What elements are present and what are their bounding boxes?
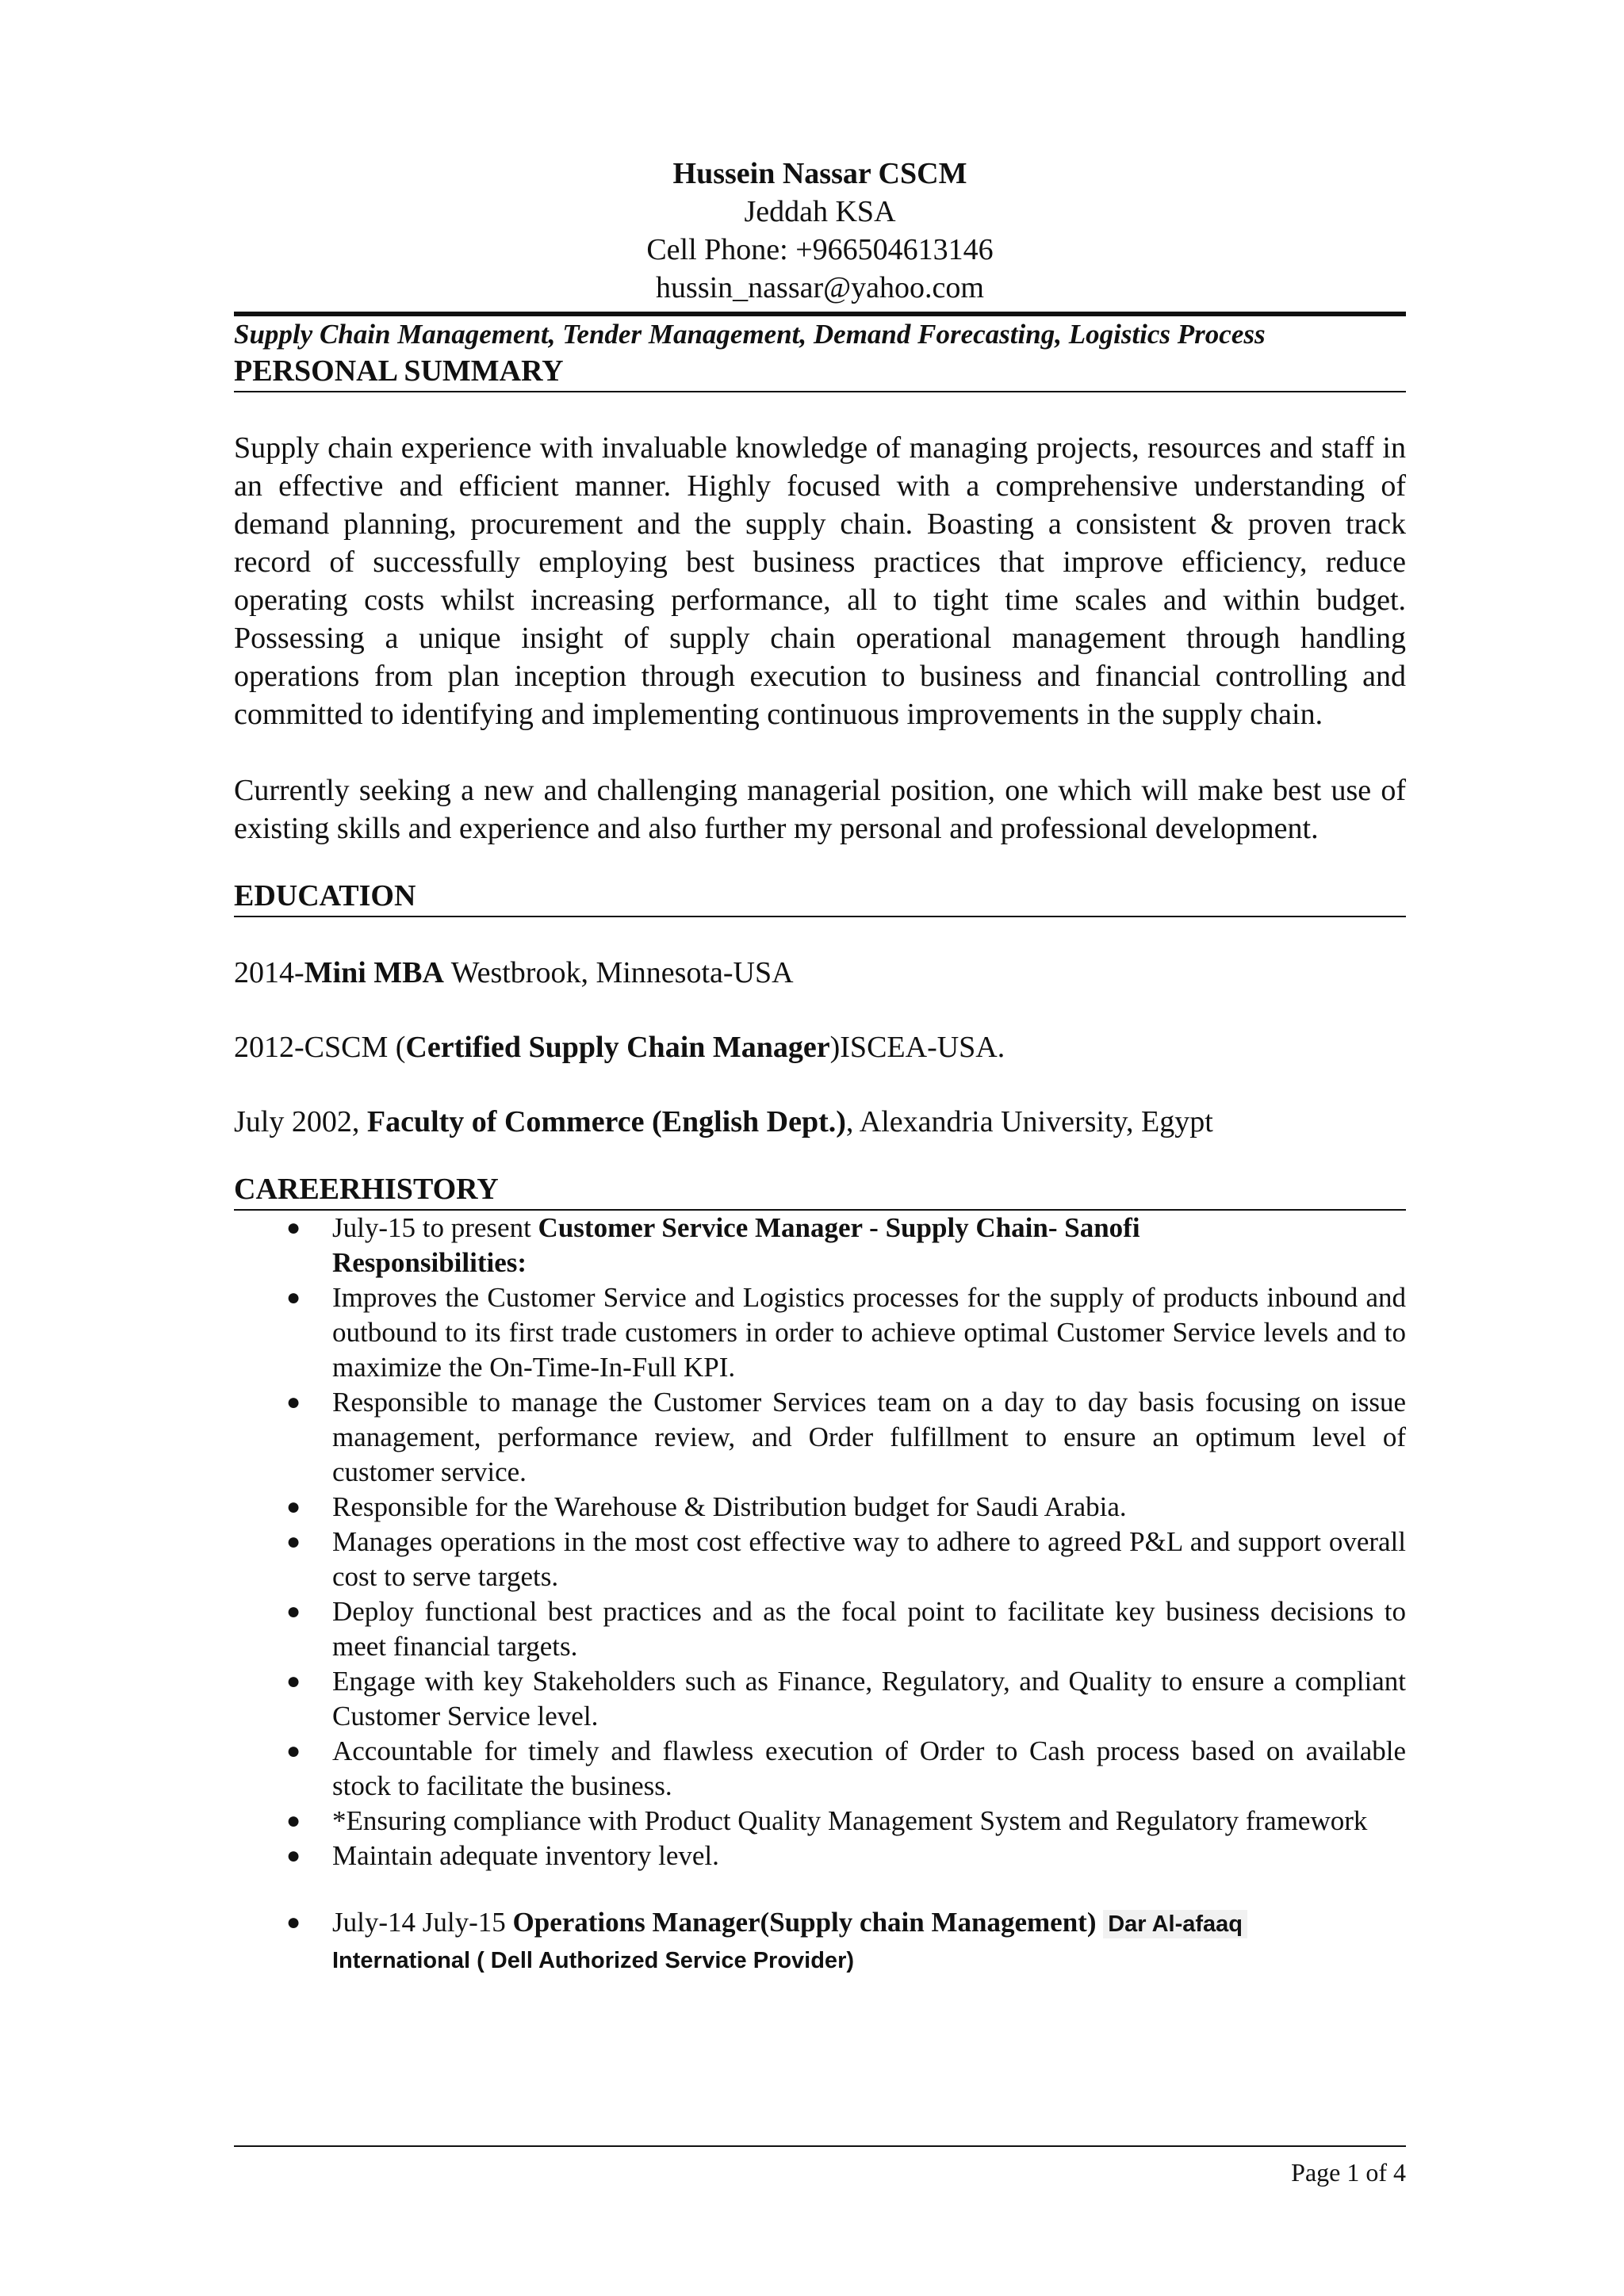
bullet-icon: ● xyxy=(286,1668,301,1694)
section-heading-career: CAREERHISTORY xyxy=(234,1171,1406,1211)
education-item: July 2002, Faculty of Commerce (English Dept.), Alexandria University, Egypt xyxy=(234,1105,1213,1138)
bullet-icon: ● xyxy=(286,1598,301,1624)
bullet-icon: ● xyxy=(286,1284,301,1311)
list-item: ● Responsible for the Warehouse & Distribution budget for Saudi Arabia. xyxy=(234,1490,1406,1525)
job-2-company: Dar Al-afaaq xyxy=(1103,1910,1247,1938)
bullet-icon: ● xyxy=(286,1738,301,1764)
section-heading-education: EDUCATION xyxy=(234,878,1406,917)
bullet-icon: ● xyxy=(286,1843,301,1869)
list-item: ● Improves the Customer Service and Logistics processes for the supply of products inbound and outbound to its first trade customers in order to achieve optimal Customer Service levels and to maximize the On-Time-In-Full KPI. xyxy=(286,1282,1406,1383)
section-heading-summary: PERSONAL SUMMARY xyxy=(234,353,1406,392)
page-number: Page 1 of 4 xyxy=(1291,2158,1406,2187)
candidate-name: Hussein Nassar CSCM xyxy=(672,157,967,190)
footer-divider xyxy=(234,2145,1406,2147)
resume-header xyxy=(234,155,1406,307)
bullet-icon: ● xyxy=(286,1808,301,1834)
job-1 xyxy=(234,1211,1406,1873)
resume-page xyxy=(234,155,1406,1976)
bullet-icon: ● xyxy=(286,1494,301,1520)
candidate-email[interactable]: hussin_nassar@yahoo.com xyxy=(656,271,984,304)
bullet-icon: ● xyxy=(286,1389,301,1415)
list-item: ● Deploy functional best practices and as the focal point to facilitate key business decisions to meet financial targets. xyxy=(286,1596,1406,1662)
list-item: ● Accountable for timely and flawless execution of Order to Cash process based on available stock to facilitate the business. xyxy=(286,1735,1406,1801)
bullet-icon: ● xyxy=(286,1215,301,1241)
job-2 xyxy=(234,1905,1406,1976)
list-item: ● Manages operations in the most cost effective way to adhere to agreed P&L and support overall cost to serve targets. xyxy=(286,1526,1406,1592)
candidate-phone: Cell Phone: +966504613146 xyxy=(646,233,994,266)
education-item: 2014-Mini MBA Westbrook, Minnesota-USA xyxy=(234,956,794,989)
list-item: ● Maintain adequate inventory level. xyxy=(234,1839,1406,1873)
list-item: ● *Ensuring compliance with Product Quality Management System and Regulatory framework xyxy=(234,1804,1406,1839)
summary-paragraph-1: Supply chain experience with invaluable knowledge of managing projects, resources and staff in an effective and efficient manner. Highly focused with a comprehensive understanding of demand planning, procurement and the supply chain. Boasting a consistent & proven track record of successfully employing best business practices that improve efficiency, reduce operating costs whilst increasing performance, all to tight time scales and within budget. Possessing a unique insight of supply chain operational management through handling operations from plan inception through execution to business and financial controlling and committed to identifying and implementing continuous improvements in the supply chain. xyxy=(234,431,1406,731)
job-2-company-detail: International ( Dell Authorized Service Provider) xyxy=(332,1948,855,1973)
education-item: 2012-CSCM (Certified Supply Chain Manager)ISCEA-USA. xyxy=(234,1031,1005,1064)
list-item: ● Engage with key Stakeholders such as Finance, Regulatory, and Quality to ensure a compliant Customer Service level. xyxy=(286,1666,1406,1732)
summary-paragraph-2: Currently seeking a new and challenging managerial position, one which will make best use of existing skills and experience and also further my personal and professional development. xyxy=(234,774,1406,845)
candidate-location: Jeddah KSA xyxy=(744,195,896,228)
job-1-header: ● July-15 to present Customer Service Manager - Supply Chain- Sanofi Responsibilities: xyxy=(286,1212,1140,1278)
job-2-header: ● July-14 July-15 Operations Manager(Supply chain Management) Dar Al-afaaq International ( Dell Authorized Service Provider) xyxy=(234,1905,1406,1976)
bullet-icon: ● xyxy=(286,1529,301,1555)
list-item: ● Responsible to manage the Customer Services team on a day to day basis focusing on issue management, performance review, and Order fulfillment to ensure an optimum level of customer service. xyxy=(286,1387,1406,1487)
skills-subtitle: Supply Chain Management, Tender Management, Demand Forecasting, Logistics Process xyxy=(234,319,1266,350)
bullet-icon: ● xyxy=(286,1909,301,1935)
